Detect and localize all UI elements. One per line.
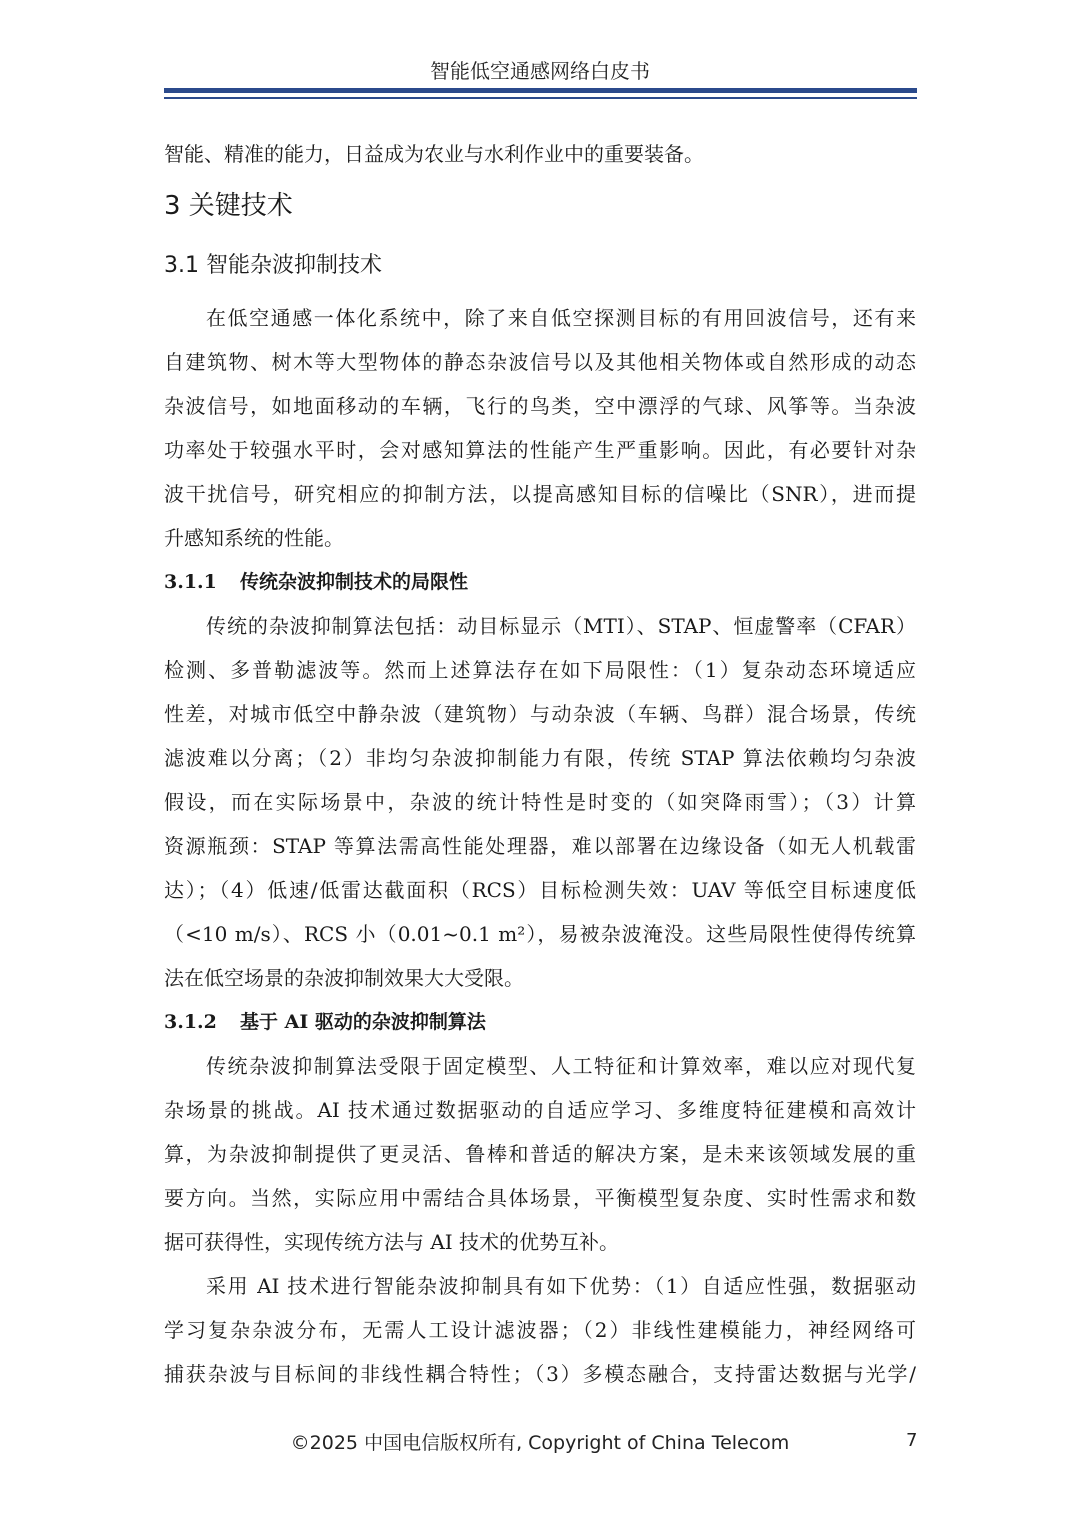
text-line: 升感知系统的性能。 xyxy=(164,526,344,550)
section-3-1-1-paragraph xyxy=(164,604,916,1000)
header-rule-thick xyxy=(164,88,917,93)
text-line: 传统的杂波抑制算法包括：动目标显示（MTI）、STAP、恒虚警率（CFAR） xyxy=(206,614,916,638)
section-title: 传统杂波抑制技术的局限性 xyxy=(240,571,469,593)
section-title: 基于 AI 驱动的杂波抑制算法 xyxy=(240,1011,486,1033)
text-line: 功率处于较强水平时，会对感知算法的性能产生严重影响。因此，有必要针对杂 xyxy=(164,438,916,462)
text-line: 杂波信号，如地面移动的车辆，飞行的鸟类，空中漂浮的气球、风筝等。当杂波 xyxy=(164,394,916,418)
section-3-1-2-heading xyxy=(164,1000,916,1044)
document-title: 智能低空通感网络白皮书 xyxy=(430,59,650,83)
section-number: 3.1.2 xyxy=(164,1011,217,1033)
text-line: 在低空通感一体化系统中，除了来自低空探测目标的有用回波信号，还有来 xyxy=(206,306,916,330)
section-3-heading: 3 关键技术 xyxy=(164,191,293,221)
page-number: 7 xyxy=(906,1430,918,1451)
section-3-1-heading: 3.1 智能杂波抑制技术 xyxy=(164,253,382,278)
intro-line: 智能、精准的能力，日益成为农业与水利作业中的重要装备。 xyxy=(164,142,704,166)
section-number: 3.1.1 xyxy=(164,571,217,593)
text-line: 杂场景的挑战。AI 技术通过数据驱动的自适应学习、多维度特征建模和高效计 xyxy=(164,1098,916,1122)
footer-copyright: ©2025 中国电信版权所有, Copyright of China Telecom xyxy=(290,1432,790,1454)
page-body xyxy=(164,132,916,1396)
text-line: 波干扰信号，研究相应的抑制方法，以提高感知目标的信噪比（SNR），进而提 xyxy=(164,482,916,506)
text-line: 算，为杂波抑制提供了更灵活、鲁棒和普适的解决方案，是未来该领域发展的重 xyxy=(164,1142,916,1166)
section-3-1-2-paragraph-1 xyxy=(164,1044,916,1264)
text-line: 假设，而在实际场景中，杂波的统计特性是时变的（如突降雨雪）；（3）计算 xyxy=(164,790,916,814)
text-line: 学习复杂杂波分布，无需人工设计滤波器；（2）非线性建模能力，神经网络可 xyxy=(164,1318,916,1342)
text-line: 据可获得性，实现传统方法与 AI 技术的优势互补。 xyxy=(164,1230,620,1254)
section-3-1-2-paragraph-2 xyxy=(164,1264,916,1396)
text-line: 传统杂波抑制算法受限于固定模型、人工特征和计算效率，难以应对现代复 xyxy=(206,1054,916,1078)
text-line: 法在低空场景的杂波抑制效果大大受限。 xyxy=(164,966,524,990)
text-line: 采用 AI 技术进行智能杂波抑制具有如下优势：（1）自适应性强，数据驱动 xyxy=(206,1274,916,1298)
text-line: 检测、多普勒滤波等。然而上述算法存在如下局限性：（1）复杂动态环境适应 xyxy=(164,658,916,682)
text-line: 达）；（4）低速/低雷达截面积（RCS）目标检测失效：UAV 等低空目标速度低 xyxy=(164,878,916,902)
text-line: （<10 m/s）、RCS 小（0.01~0.1 m²），易被杂波淹没。这些局限性使得传统算 xyxy=(164,922,916,946)
text-line: 资源瓶颈：STAP 等算法需高性能处理器，难以部署在边缘设备（如无人机载雷 xyxy=(164,834,916,858)
section-3-1-paragraph xyxy=(164,296,916,560)
section-3-1-1-heading xyxy=(164,560,916,604)
text-line: 自建筑物、树木等大型物体的静态杂波信号以及其他相关物体或自然形成的动态 xyxy=(164,350,916,374)
text-line: 滤波难以分离；（2）非均匀杂波抑制能力有限，传统 STAP 算法依赖均匀杂波 xyxy=(164,746,916,770)
text-line: 捕获杂波与目标间的非线性耦合特性；（3）多模态融合，支持雷达数据与光学/ xyxy=(164,1362,916,1386)
header-rule-thin xyxy=(164,97,917,99)
text-line: 性差，对城市低空中静杂波（建筑物）与动杂波（车辆、鸟群）混合场景，传统 xyxy=(164,702,916,726)
text-line: 要方向。当然，实际应用中需结合具体场景，平衡模型复杂度、实时性需求和数 xyxy=(164,1186,916,1210)
